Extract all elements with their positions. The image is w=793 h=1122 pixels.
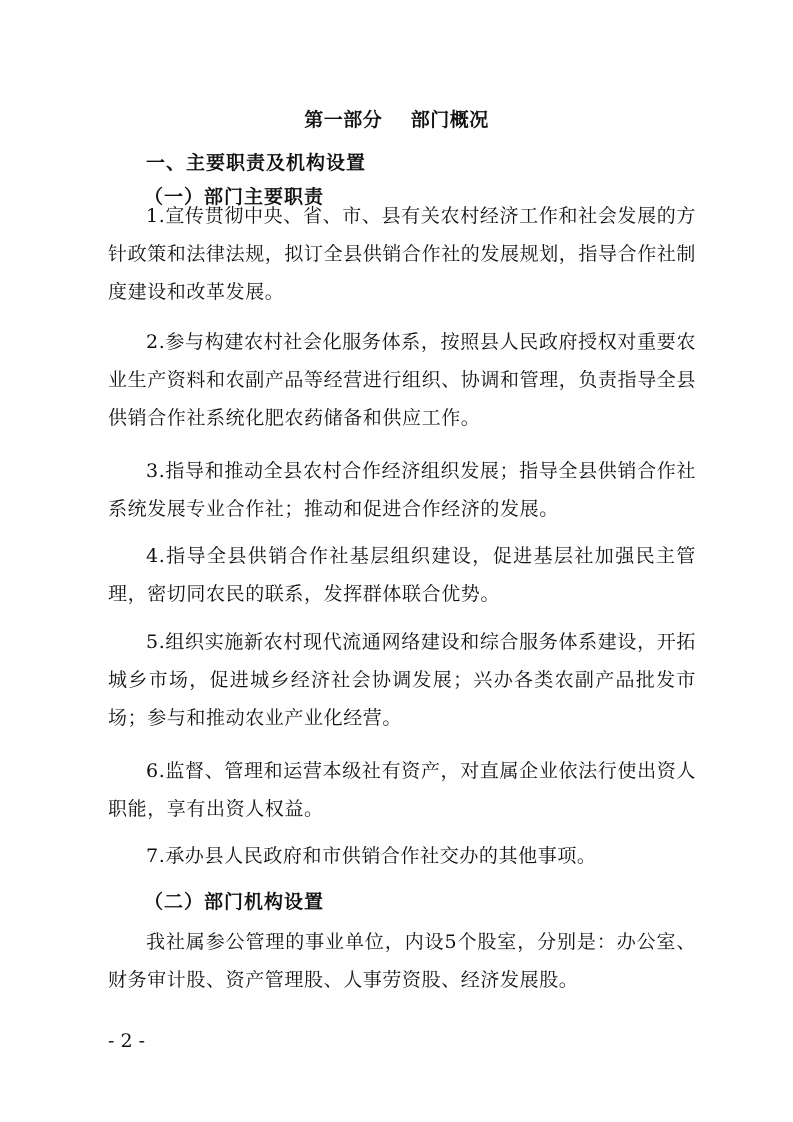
duty-paragraph-1: 1.宣传贯彻中央、省、市、县有关农村经济工作和社会发展的方针政策和法律法规，拟订全县供销合作社的发展规划，指导合作社制度建设和改革发展。 xyxy=(108,205,697,303)
duty-paragraph-5: 5.组织实施新农村现代流通网络建设和综合服务体系建设，开拓城乡市场，促进城乡经济社会协调发展；兴办各类农副产品批发市场；参与和推动农业产业化经营。 xyxy=(108,631,696,729)
duty-paragraph-3: 3.指导和推动全县农村合作经济组织发展；指导全县供销合作社系统发展专业合作社；推动和促进合作经济的发展。 xyxy=(108,460,696,520)
subsection-heading-main-duties: （一）部门主要职责 xyxy=(144,186,325,208)
section-heading-duties-and-organization: 一、主要职责及机构设置 xyxy=(146,152,367,174)
part-title: 第一部分 部门概况 xyxy=(304,109,489,131)
duty-paragraph-2: 2.参与构建农村社会化服务体系，按照县人民政府授权对重要农业生产资料和农副产品等经营进行组织、协调和管理，负责指导全县供销合作社系统化肥农药储备和供应工作。 xyxy=(108,331,697,429)
duty-paragraph-6: 6.监督、管理和运营本级社有资产，对直属企业依法行使出资人职能，享有出资人权益。 xyxy=(108,760,696,820)
duty-paragraph-4: 4.指导全县供销合作社基层组织建设，促进基层社加强民主管理，密切同农民的联系，发挥群体联合优势。 xyxy=(108,545,696,605)
organization-paragraph: 我社属参公管理的事业单位，内设5个股室，分别是：办公室、财务审计股、资产管理股、人事劳资股、经济发展股。 xyxy=(108,931,696,991)
subsection-heading-organization: （二）部门机构设置 xyxy=(144,891,325,913)
duty-paragraph-7: 7.承办县人民政府和市供销合作社交办的其他事项。 xyxy=(146,845,597,867)
page-number: - 2 - xyxy=(108,1030,146,1052)
